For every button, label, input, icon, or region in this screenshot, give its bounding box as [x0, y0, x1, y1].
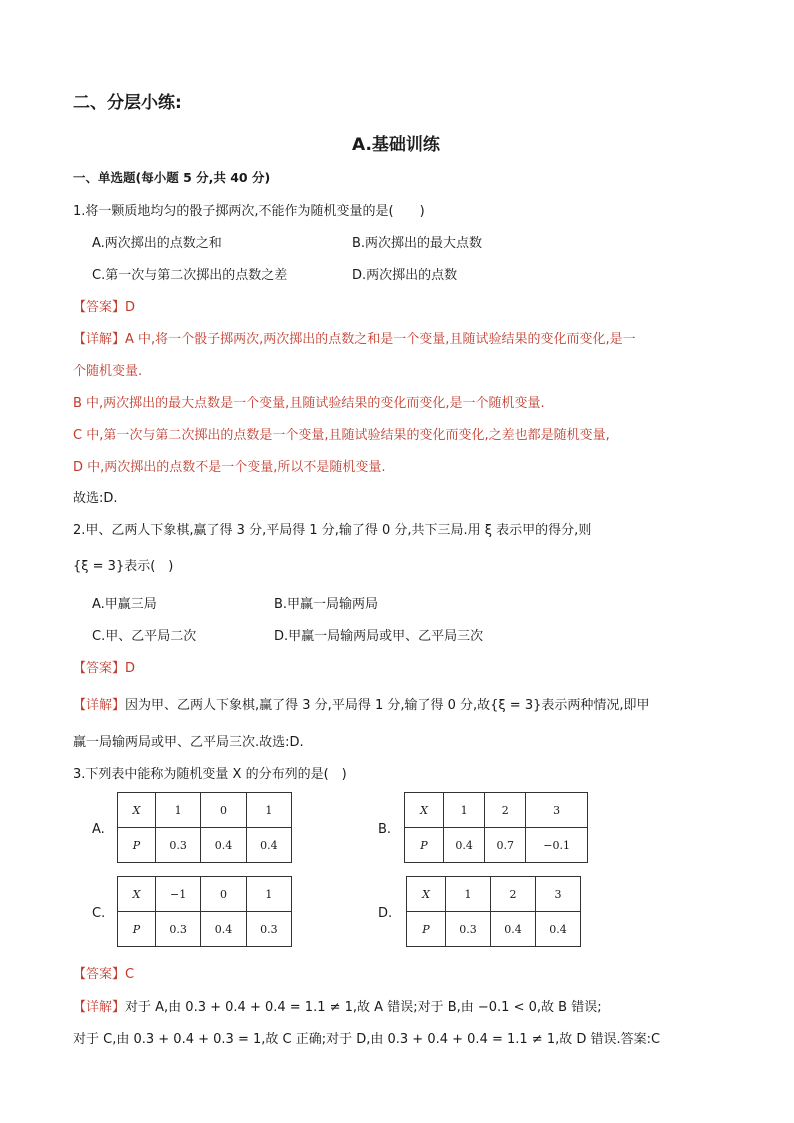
q2-answer [73, 657, 135, 676]
q3-option-d-label: D. [378, 906, 393, 921]
q3-table-a [117, 792, 292, 863]
q1-answer [73, 296, 135, 315]
q2-stem-line2: {ξ = 3}表示( ) [73, 559, 174, 574]
q2-detail-text: 因为甲、乙两人下象棋,赢了得 3 分,平局得 1 分,输了得 0 分,故{ξ = 3}表示两种情况,即甲 [125, 698, 650, 713]
table-d-p-3: 0.4 [536, 912, 581, 947]
table-a-p-2: 0.4 [201, 828, 246, 863]
q2-option-d: D.甲赢一局输两局或甲、乙平局三次 [274, 629, 484, 644]
q1-detail-line3: B 中,两次掷出的最大点数是一个变量,且随试验结果的变化而变化,是一个随机变量. [73, 396, 545, 411]
table-c-x-3: 1 [246, 877, 291, 912]
q1-answer-value: D [125, 300, 136, 315]
q3-detail-text: 对于 A,由 0.3 + 0.4 + 0.4 = 1.1 ≠ 1,故 A 错误;对于 B,由 −0.1 < 0,故 B 错误; [125, 1000, 602, 1015]
q3-answer-value: C [125, 967, 135, 982]
table-b-x-1: 1 [444, 793, 485, 828]
q3-table-d [406, 876, 581, 947]
q2-option-b: B.甲赢一局输两局 [274, 597, 379, 612]
table-c-p-2: 0.4 [201, 912, 246, 947]
q2-option-c: C.甲、乙平局二次 [92, 629, 197, 644]
table-b-p-head: P [405, 828, 444, 863]
q1-detail-line5: D 中,两次掷出的点数不是一个变量,所以不是随机变量. [73, 460, 386, 475]
q1-detail-text: A 中,将一个骰子掷两次,两次掷出的点数之和是一个变量,且随试验结果的变化而变化,是一 [125, 332, 636, 347]
table-d-p-head: P [407, 912, 446, 947]
table-a-x-2: 0 [201, 793, 246, 828]
q1-option-a: A.两次掷出的点数之和 [92, 236, 222, 251]
table-b-x-head: X [405, 793, 444, 828]
answer-tag: 【答案】 [73, 661, 126, 676]
table-b-p-1: 0.4 [444, 828, 485, 863]
table-d-x-2: 2 [491, 877, 536, 912]
table-a-x-1: 1 [156, 793, 201, 828]
q1-detail-line1 [73, 328, 636, 347]
q3-table-c [117, 876, 292, 947]
table-b-x-2: 2 [485, 793, 526, 828]
table-b-x-3: 3 [526, 793, 588, 828]
q1-option-d: D.两次掷出的点数 [352, 268, 458, 283]
table-d-x-head: X [407, 877, 446, 912]
sub-title: A.基础训练 [352, 135, 440, 155]
q3-option-b-label: B. [378, 822, 392, 837]
q3-detail-line1 [73, 996, 602, 1015]
table-d-x-3: 3 [536, 877, 581, 912]
table-a-x-head: X [118, 793, 156, 828]
table-a-p-3: 0.4 [246, 828, 291, 863]
table-b-p-3: −0.1 [526, 828, 588, 863]
q1-stem: 1.将一颗质地均匀的骰子掷两次,不能作为随机变量的是( ) [73, 204, 425, 219]
q2-detail-line1 [73, 694, 650, 713]
table-c-p-head: P [118, 912, 156, 947]
table-b-p-2: 0.7 [485, 828, 526, 863]
q3-option-a-label: A. [92, 822, 105, 837]
q3-option-c-label: C. [92, 906, 106, 921]
q2-stem-line1: 2.甲、乙两人下象棋,赢了得 3 分,平局得 1 分,输了得 0 分,共下三局.用 ξ 表示甲的得分,则 [73, 523, 592, 538]
table-c-x-1: −1 [156, 877, 201, 912]
detail-tag: 【详解】 [73, 1000, 126, 1015]
table-d-p-2: 0.4 [491, 912, 536, 947]
table-a-x-3: 1 [246, 793, 291, 828]
part-heading: 一、单选题(每小题 5 分,共 40 分) [73, 170, 271, 185]
q1-option-c: C.第一次与第二次掷出的点数之差 [92, 268, 288, 283]
answer-tag: 【答案】 [73, 967, 126, 982]
q3-stem: 3.下列表中能称为随机变量 X 的分布列的是( ) [73, 767, 347, 782]
table-d-x-1: 1 [446, 877, 491, 912]
table-a-p-head: P [118, 828, 156, 863]
table-a-p-1: 0.3 [156, 828, 201, 863]
section-title: 二、分层小练: [73, 93, 182, 113]
q1-option-b: B.两次掷出的最大点数 [352, 236, 483, 251]
q2-answer-value: D [125, 661, 136, 676]
table-c-x-head: X [118, 877, 156, 912]
q1-conclusion: 故选:D. [73, 491, 118, 506]
table-c-x-2: 0 [201, 877, 246, 912]
q3-table-b [404, 792, 588, 863]
q2-option-a: A.甲赢三局 [92, 597, 157, 612]
table-c-p-3: 0.3 [246, 912, 291, 947]
q2-detail-line2: 赢一局输两局或甲、乙平局三次.故选:D. [73, 735, 304, 750]
q3-answer [73, 963, 134, 982]
table-d-p-1: 0.3 [446, 912, 491, 947]
detail-tag: 【详解】 [73, 332, 126, 347]
q1-detail-line2: 个随机变量. [73, 364, 143, 379]
q3-detail-line2: 对于 C,由 0.3 + 0.4 + 0.3 = 1,故 C 正确;对于 D,由 0.3 + 0.4 + 0.4 = 1.1 ≠ 1,故 D 错误.答案:C [73, 1032, 661, 1047]
table-c-p-1: 0.3 [156, 912, 201, 947]
q1-detail-line4: C 中,第一次与第二次掷出的点数是一个变量,且随试验结果的变化而变化,之差也都是随机变量, [73, 428, 610, 443]
detail-tag: 【详解】 [73, 698, 126, 713]
answer-tag: 【答案】 [73, 300, 126, 315]
